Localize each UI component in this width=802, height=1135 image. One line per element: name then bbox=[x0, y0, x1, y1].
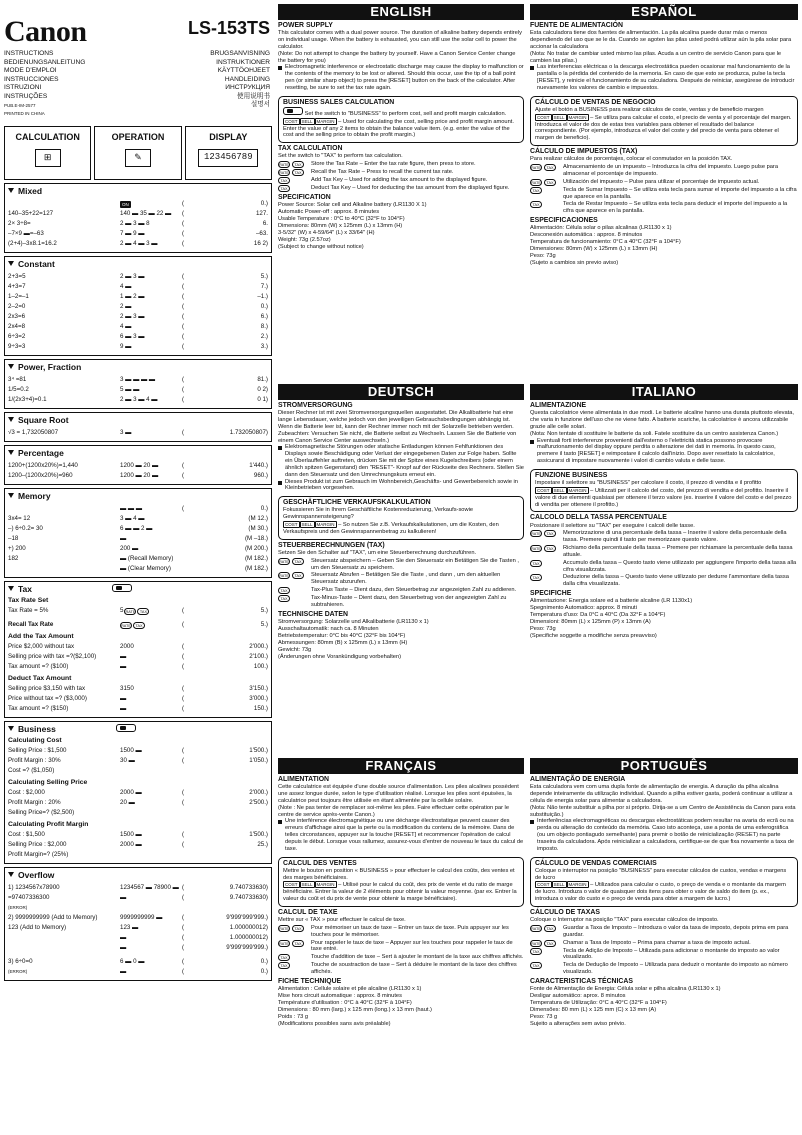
instructions-zh: 使用说明书 bbox=[237, 92, 270, 100]
section-business: Business Calculating Cost Selling Price : $1,500 1500 ▬ ( 1'500.) Profit Margin : 30% 30 ▬ ( 1'050.) Cost =? ($1,050) Calculating Selling Price Cost : $2,000 2000 ▬ ( 2'000.) Profit Margin : 20% 20 ▬ ( 2'500.) Selling Price=? ($2,500) Calculating Profit Margin Cost : $1,500 1500 ▬ ( 1'500.) Selling Price : $2,000 2000 ▬ ( 25.) Profit Margin=? (25%) bbox=[4, 721, 272, 864]
section-tax: Tax Tax Rate Set Tax Rate = 5% 5 RATE TAX ( 5.) Recall Tax Rate RATE TAX ( 5.) Add the Tax Amount Price $2,000 without tax 2000 ( 2'000.) Selling price with tax =?($2,100) ▬ ( 2'100.) Tax amount =? ($100) ▬ ( 100.) Deduct Tax Amount Selling price $3,150 with tax 3150 ( 3'150.) Price without tax =? ($3,000) ▬ ( 3'000.) Tax amount =? ($150) ▬ ( 150.) bbox=[4, 581, 272, 718]
tax-key-icon: TAX bbox=[544, 164, 556, 171]
lang-heading: ITALIANO bbox=[530, 384, 798, 400]
instructions-list-left bbox=[4, 50, 85, 117]
tax-key-icon: TAX bbox=[292, 925, 304, 932]
cost-key-icon: COST bbox=[537, 882, 550, 888]
table-row: 3x4= 12 3 ▬ 4 ▬ (M 12.) bbox=[8, 515, 268, 523]
table-row: Cost : $2,000 2000 ▬ ( 2'000.) bbox=[8, 789, 268, 797]
business-box: CALCUL DES VENTES Mettre le bouton en position « BUSINESS » pour effectuer le calcul des coûts, des ventes et des marges bénéficiaires. COST SELL MARGIN – Utilisé pour le calcul du coût, des prix de vente et du ratio de marge bénéficiaire. Entrer la valeur de 2 éléments pour obtenir la valeur moyenne. (par ex. Entrer la valeur du coût et du prix de vente pour obtenir la marge bénéficiaire). bbox=[278, 857, 524, 907]
bullet-icon bbox=[530, 820, 534, 824]
sell-key-icon: SELL bbox=[553, 487, 565, 493]
business-box: BUSINESS SALES CALCULATION Set the switch to "BUSINESS" to perform cost, sell and profit margin calculation. COST SELL MARGIN – Used for calculating the cost, selling price and profit margin amount. Enter the value of any 2 items to obtain the balance value item. (e.g. enter the value of the cost and the selling price to obtain the profit margin.) bbox=[278, 96, 524, 144]
table-row: –) 6÷0.2= 30 6 ▬ ▬ 2 ▬ (M 30.) bbox=[8, 525, 268, 533]
table-row: 1200+(1200x20%)=1,440 1200 ▬ 20 ▬ ( 1'440.) bbox=[8, 462, 268, 470]
rate-key-icon: RATE bbox=[531, 941, 541, 946]
mode-switch-icon bbox=[116, 724, 136, 732]
right-column bbox=[530, 4, 798, 1032]
rate-key-icon: RATE bbox=[531, 180, 541, 185]
francais-spec: Alimentation : Cellule solaire et pile alcaline (LR1130 x 1) Mise hors circuit automatique : approx. 8 minutes Température d'utilisation : 0°C à 40°C (32°F à 104°F) Dimensions : 80 mm (larg.) x 125 mm (long.) x 13 mm (haut.) Poids : 73 g (Modifications possibles sans avis préalable) bbox=[278, 986, 432, 1027]
instructions-sv: INSTRUKTIONER bbox=[216, 58, 270, 66]
calculation-header: CALCULATION ⊞ bbox=[4, 126, 91, 180]
table-row: 1/(2x3+4)=0.1 2 ▬ 3 ▬ 4 ▬ ( 0 1) bbox=[8, 396, 268, 404]
margin-key-icon: MARGIN bbox=[568, 882, 587, 888]
tax-key-icon: TAX bbox=[292, 572, 304, 579]
rate-key-icon: RATE bbox=[531, 532, 541, 537]
tax-key-icon: TAX bbox=[544, 545, 556, 552]
tax-key-icon: TAX bbox=[292, 558, 304, 565]
table-row: 2) 9999999999 (Add to Memory) 9999999999 ▬ ( 9'999'999'999.) bbox=[8, 914, 268, 922]
table-row: Cost : $1,500 1500 ▬ ( 1'500.) bbox=[8, 831, 268, 839]
tax-key-icon: TAX bbox=[544, 925, 556, 932]
tax-plus-key-icon: TAX bbox=[530, 560, 542, 567]
table-row: Profit Margin : 20% 20 ▬ ( 2'500.) bbox=[8, 799, 268, 807]
pub-code: PUB.E-IM-2577 bbox=[4, 103, 36, 109]
table-row: 182 ▬ (Recall Memory) (M 182.) bbox=[8, 555, 268, 563]
bullet-icon bbox=[530, 66, 534, 70]
table-row: ▬ (Clear Memory) (M 182.) bbox=[120, 565, 268, 573]
margin-key-icon: MARGIN bbox=[316, 882, 335, 888]
margin-key-icon: MARGIN bbox=[568, 114, 587, 120]
table-row: ▬ ( 9'999'999'999.) bbox=[120, 944, 268, 952]
instructions-ko: 설명서 bbox=[250, 101, 270, 109]
triangle-icon bbox=[8, 450, 14, 455]
tax-key-icon: TAX bbox=[544, 530, 556, 537]
deutsch-spec: Stromversorgung: Solarzelle und Alkalibatterie (LR1130 x 1) Ausschaltautomatik: nach ca. 8 Minuten Betriebstemperatur: 0°C bis 40°C (32°F bis 104°F) Abmessungen: 80mm (B) x 125mm (L) x 13mm (H) Gewicht: 73g (Änderungen ohne Vorankündigung vorbehalten) bbox=[278, 618, 429, 660]
printed-in: PRINTED IN CHINA bbox=[4, 111, 45, 117]
cost-key-icon: COST bbox=[537, 114, 550, 120]
model-number: LS-153TS bbox=[187, 18, 270, 38]
tax-plus-key-icon: TAX bbox=[530, 187, 542, 194]
table-row: √3 = 1,732050807 3 ▬ ( 1.732050807) bbox=[8, 429, 268, 437]
lang-heading: ESPAÑOL bbox=[530, 4, 798, 20]
section-power-fraction: Power, Fraction 3⁴ =81 3 ▬ ▬ ▬ ▬ ( 81.) 1/5=0.2 5 ▬ ▬ ( 0 2) 1/(2x3+4)=0.1 2 ▬ 3 ▬ 4 ▬ ( 0 1) bbox=[4, 359, 272, 409]
table-row: (ERROR) bbox=[8, 905, 28, 911]
column-headers bbox=[4, 126, 272, 180]
bullet-icon bbox=[278, 66, 282, 70]
instructions-en: INSTRUCTIONS bbox=[4, 50, 54, 57]
table-row: Tax amount =? ($150) ▬ ( 150.) bbox=[8, 705, 268, 713]
lang-francais: FRANÇAIS ALIMENTATION Cette calculatrice est équipée d'une double source d'alimentation. Les piles alcalines possèdent une assez longue durée, selon le type d'utilisation réalisé. Lorsque les piles sont épuisées, la calculatrice peut toujours être utilisée en étant alimentée par la cellule solaire. (Note : Ne pas tenter de remplacer soi-même les piles. Faire effectuer cette opération par le centre de service après-vente Canon.) Une interférence électromagnétique ou une décharge électrostatique peuvent causer des erreurs d'affichage ainsi que la perte ou la modification du contenu de la mémoire. Dans de telles circonstances, appuyer sur la touche [RESET] et recommencer l'opération de calcul depuis le début. Lorsque vous rallumez, assurez-vous d'entrer de nouveau le taux du calcul de taxe. CALCUL DES VENTES Mettre le bouton en position « BUSINESS » pour effectuer le calcul des coûts, des ventes et des marges bénéficiaires. COST SELL MARGIN – Utilisé pour le calcul du coût, des prix de vente et du ratio de marge bénéficiaire. Entrer la valeur de 2 éléments pour obtenir la valeur moyenne. (par ex. Entrer la valeur du coût et du prix de vente pour obtenir la marge bénéficiaire). CALCUL DE TAXE Mettre sur « TAX » pour effectuer le calcul de taxe. RATE TAX Pour mémoriser un taux de taxe – Entrer un taux de taxe. Puis appuyer sur les touches pour le mémoriser. RATE TAX Pour rappeler le taux de taxe – Appuyer sur les touches pour rappeler le taux de taxe entré. TAX Touche d'addition de taxe – Sert à ajouter le montant de la taxe aux chiffres affichés. TAX Touche de soustraction de taxe – Sert à déduire le montant de la taxe des chiffres affichés. FICHE TECHNIQUE Alimentation : Cellule solaire et pile alcaline (LR1130 x 1) Mise hors circuit automatique : approx. 8 minutes Température d'utilisation : 0°C à 40°C (32°F à 104°F) Dimensions : 80 mm (larg.) x 125 mm (long.) x 13 mm (haut.) Poids : 73 g (Modifications possibles sans avis préalable) bbox=[278, 758, 524, 1027]
lang-portugues: PORTUGUÊS ALIMENTAÇÃO DE ENERGIA Esta calculadora vem com uma dupla fonte de alimentação de energia. A duração da pilha alcalina depende inteiramente da utilização individual. Quando a pilha estiver gasta, poderá continuar a utilizar a célula de energia solar para alimentar a calculadora. (Nota: Não tente substituir a pilha por si próprio. Dirija-se a um Centro de Assistência da Canon para esta substituição.) Interferências electromagnéticas ou descargas electrostáticas podem resultar na avaria do ecrã ou na perda ou alteração do conteúdo da memória. Caso isto aconteça, use a ponta de uma esferográfica (ou um objecto pontiagudo semelhante) para premir o botão de reinicialização (RESET) na parte traseira da calculadora. Após reinicializar a calculadora, certifique-se de que fixa novamente a taxa de imposto. CÁLCULO DE VENDAS COMERCIAIS Coloque o interruptor na posição "BUSINESS" para executar cálculos de custos, vendas e margens de lucro COST SELL MARGIN – Utilizados para calcular o custo, o preço de venda e o montante da margem de lucro. Introduza o valor de quaisquer dois itens para obter o valor de saldo do item (p. ex., introduza o valor do custo e o preço de venda para obter a margem de lucro.) CÁLCULO DE TAXAS Coloque o Interruptor na posição "TAX" para executar cálculos de imposto. RATE TAX Guardar a Taxa de Imposto – Introduza o valor da taxa de imposto, depois prima em para guardar. RATE TAX Chamar a Taxa de Imposto – Prima para chamar a taxa de imposto actual. TAX Tecla de Adição de Imposto – Utilizada para adicionar o montante do imposto ao valor visualizado. TAX Tecla de Dedução de Imposto – Utilizada para deduzir o montante do imposto ao número visualizado. CARACTERISTICAS TÉCNICAS Fonte de Alimentação de Energia: Célula solar e pilha alcalina (LR1130 x 1) Desligar automático: aprox. 8 minutos Temperatura de Utilização: 0°C a 40°C (32°F a 104°F) Dimensões: 80 mm (L) x 125 mm (C) x 13 mm (A) Peso: 73 g Sujeito a alterações sem aviso prévio. bbox=[530, 758, 798, 1028]
triangle-icon bbox=[8, 364, 14, 369]
table-row: 1) 1234567x78900 1234567 ▬ 78900 ▬ ( 9.740733630) bbox=[8, 884, 268, 892]
table-row: Profit Margin : 30% 30 ▬ ( 1'050.) bbox=[8, 757, 268, 765]
mode-switch-icon bbox=[283, 107, 303, 115]
instructions-nl: HANDLEIDING bbox=[224, 75, 270, 83]
tax-minus-key-icon: TAX bbox=[278, 962, 290, 969]
table-row: Selling Price : $1,500 1500 ▬ ( 1'500.) bbox=[8, 747, 268, 755]
triangle-icon bbox=[8, 586, 14, 591]
rate-key-icon: RATE bbox=[279, 941, 289, 946]
business-box: FUNZIONE BUSINESS Impostare il selettore su "BUSINESS" per calcolare il costo, il prezzo di vendita e il profitto COST SELL MARGIN – Utilizzati per il calcolo del costo, del prezzo di vendita e del profitto. Inserire il valore di due elementi qualsiasi per ottenere il terzo valore (es. inserire il valore del costo e del prezzo di vendita per ottenere il profitto.) bbox=[530, 469, 798, 513]
table-row: Price without tax =? ($3,000) ▬ ( 3'000.) bbox=[8, 695, 268, 703]
rate-key-icon: RATE bbox=[279, 574, 289, 579]
business-box: GESCHÄFTLICHE VERKAUFSKALKULATION Fokussieren Sie in Ihrem Geschäftliche Kostenreduzierung, Verkaufs-sowie Gewinnspannensteigerung? COST SELL MARGIN – So nutzen Sie z.B. Verkaufskalkulationen, um die Kosten, den Verkaufspreis und den Gewinnspannenbetrag zu kalkulieren! bbox=[278, 496, 524, 540]
lang-deutsch: DEUTSCH STROMVERSORGUNG Dieser Rechner ist mit zwei Stromversorgungsquellen ausgestattet. Die Alkalibatterie hat eine lange Lebensdauer, welche jedoch von den jeweiligen Gebrauchsbedingungen abhängig ist. Wenn die Batterie leer ist, kann der Rechner immer noch mit der Solarzelle betrieben werden. Zubeachten: Versuchen Sie nicht, die Batterie selbst zu Wechseln. Lassen Sie die Batterie von einem Canon Service Center auswechseln.) Elektromagnetische Störungen oder statische Entladungen können Fehlfunktionen des Displays sowie Beschädigung oder Verlust der eingegebenen Daten zur Folge haben. Sollte ein Überlauffehler auftreten, drücken Sie mit der Spitze eines Kugelschreibers (oder einem ähnlich spitzen Gegenstand) den "RESET"- Knopf auf der Rückseite des Rechners. Stellen Sie dann den Steuersatz und den Umrechnungskurs erneut ein. Dieses Produkt ist zum Gebrauch im Wohnbereich,Geschäfts- und Gewerbebereich sowie in Kleinbetrieben vorgesehen. GESCHÄFTLICHE VERKAUFSKALKULATION Fokussieren Sie in Ihrem Geschäftliche Kostenreduzierung, Verkaufs-sowie Gewinnspannensteigerung? COST SELL MARGIN – So nutzen Sie z.B. Verkaufskalkulationen, um die Kosten, den Verkaufspreis und den Gewinnspannenbetrag zu kalkulieren! STEUERBERECHNUNGEN (TAX) Setzen Sie den Schalter auf "TAX", um eine Steuerberechnung durchzuführen. RATE TAX Steuersatz abspeichern – Geben Sie den Steuersatz ein Betätigen Sie die Tasten , um den Steuersatz zu speichern. RATE TAX Steuersatz Abrufen – Betätigen Sie die Taste , und dann , um den aktuellen Steuersatz abzurufen. TAX Tax-Plus Taste – Dient dazu, den Steuerbetrag zur angezeigten Zahl zu addieren. TAX Tax-Minus-Taste – Dient dazu, den Steuerbetrag von der angezeigten Zahl zu subtrahieren. TECHNISCHE DATEN Stromversorgung: Solarzelle und Alkalibatterie (LR1130 x 1) Ausschaltautomatik: nach ca. 8 Minuten Betriebstemperatur: 0°C bis 40°C (32°F bis 104°F) Abmessungen: 80mm (B) x 125mm (L) x 13mm (H) Gewicht: 73g (Änderungen ohne Vorankündigung vorbehalten) bbox=[278, 384, 524, 660]
instructions-fi: KÄYTTÖOHJEET bbox=[217, 67, 270, 75]
sell-key-icon: SELL bbox=[301, 522, 313, 528]
rate-key-icon: RATE bbox=[279, 559, 289, 564]
portugues-spec: Fonte de Alimentação de Energia: Célula solar e pilha alcalina (LR1130 x 1) Desligar automático: aprox. 8 minutos Temperatura de Utilização: 0°C a 40°C (32°F a 104°F) Dimensões: 80 mm (L) x 125 mm (C) x 13 mm (A) Peso: 73 g Sujeito a alterações sem aviso prévio. bbox=[530, 986, 721, 1027]
display-header: DISPLAY 123456789 bbox=[185, 126, 272, 180]
table-row: 4+3=7 4 ▬ ( 7.) bbox=[8, 283, 268, 291]
table-row: Cost =? ($1,050) bbox=[8, 767, 55, 775]
table-row: 2x4=8 4 ▬ ( 8.) bbox=[8, 323, 268, 331]
lcd-display-icon: 123456789 bbox=[198, 149, 258, 167]
table-row: Selling price $3,150 with tax 3150 ( 3'150.) bbox=[8, 685, 268, 693]
tax-minus-key-icon: TAX bbox=[278, 185, 290, 192]
tax-plus-key-icon: TAX bbox=[278, 954, 290, 961]
table-row: 6÷3=2 6 ▬ 3 ▬ ( 2.) bbox=[8, 333, 268, 341]
table-row: 2–2=0 2 ▬ ( 0.) bbox=[8, 303, 268, 311]
header bbox=[4, 4, 272, 122]
table-row: Tax Rate = 5% 5 RATE TAX ( 5.) bbox=[8, 607, 268, 615]
table-row: Selling Price : $2,000 2000 ▬ ( 25.) bbox=[8, 841, 268, 849]
instructions-es: INSTRUCCIONES bbox=[4, 75, 59, 83]
table-row: –18 ▬ (M –18.) bbox=[8, 535, 268, 543]
rate-key-icon: RATE bbox=[279, 171, 289, 176]
tax-key-icon: TAX bbox=[544, 940, 556, 947]
rate-key-icon: RATE bbox=[121, 623, 131, 628]
lang-italiano: ITALIANO ALIMENTAZIONE Questa calcolatrice viene alimentata in due modi. Le batterie alcaline hanno una durata piuttosto elevata, che varia in funzione dell'uso che ne viene fatto. A batterie scariche, la calcolatrice è ancora utilizzabile grazie alle celle solari. (Nota: Non tentate di sostituire le batterie da soli. Fatele sostituire da un centro assistenza Canon.) Eventuali forti interferenze provenienti dall'esterno o l'elettricità statica possono provocare malfunzionamento del display oppure perdita o alterazione dei dati in memoria. In questo caso, premere il tasto [RESET] e reimpostare il calcolo dall'inizio. Dopo aver resettato la calcolatrice, assicurarsi di impostare nuovamente i valori di cambio valuta e delle tasse. FUNZIONE BUSINESS Impostare il selettore su "BUSINESS" per calcolare il costo, il prezzo di vendita e il profitto COST SELL MARGIN – Utilizzati per il calcolo del costo, del prezzo di vendita e del profitto. Inserire il valore di due elementi qualsiasi per ottenere il terzo valore (es. inserire il valore del costo e del prezzo di vendita per ottenere il profitto.) CALCOLO DELLA TASSA PERCENTUALE Posizionare il selettore su "TAX" per eseguire i calcoli delle tasse. RATE TAX Memorizzazione di una percentuale della tassa – Inserire il valore della percentuale della tassa. Premere quindi il tasto per memorizzare questo valore. RATE TAX Richiamo della percentuale della tassa – Premere per richiamare la percentuale della tassa attuale. TAX Accumulo della tassa – Questo tasto viene utilizzato per aggiungere l'importo della tassa alla cifra visualizzata. TAX Deduzione della tassa – Questo tasto viene utilizzato per dedurre l'ammontare della tassa dalla cifra visualizzata. SPECIFICHE Alimentazione: Energia solare ed a batterie alcaline (LR 1130x1) Spegnimento Automatico: approx. 8 minuti Temperatura d'uso: Da 0°C a 40°C (Da 32°F a 104°F) Dimensioni: 80mm (L) x 125mm (P) x 13mm (A) Peso: 73g (Specifiche soggette a modifiche senza preavviso) bbox=[530, 384, 797, 640]
table-row: 3) 6÷0=0 6 ▬ 0 ▬ ( 0.) bbox=[8, 958, 268, 966]
lang-heading: PORTUGUÊS bbox=[530, 758, 798, 774]
tax-minus-key-icon: TAX bbox=[530, 962, 542, 969]
tax-key-icon: TAX bbox=[292, 169, 304, 176]
bullet-icon bbox=[530, 440, 534, 444]
section-percentage: Percentage 1200+(1200x20%)=1,440 1200 ▬ 20 ▬ ( 1'440.) 1200–(1200x20%)=960 1200 ▬ 20 ▬ ( 960.) bbox=[4, 445, 272, 485]
table-row: 9÷3=3 9 ▬ ( 3.) bbox=[8, 343, 268, 351]
lang-heading: ENGLISH bbox=[278, 4, 524, 20]
table-row: 1–2=–1 1 ▬ 2 ▬ ( –1.) bbox=[8, 293, 268, 301]
rate-key-icon: RATE bbox=[279, 163, 289, 168]
bullet-icon bbox=[278, 481, 282, 485]
rate-key-icon: RATE bbox=[531, 547, 541, 552]
lang-heading: FRANÇAIS bbox=[278, 758, 524, 774]
table-row: +) 200 200 ▬ (M 200.) bbox=[8, 545, 268, 553]
lang-espanol: ESPAÑOL FUENTE DE ALIMENTACIÓN Esta calculadora tiene dos fuentes de alimentación. La pila alcalina puede durar más o menos dependiendo del uso que se le da. Cuando se agoten las pilas usted podrá utilizar aún la pila solar para accionar la calculadora (Nota: No tratar de cambiar usted mismo las pilas. Acuda a un centro de servicio Canon para que le cambien las pilas.) Las interferencias eléctricas o la descarga electrostática pueden ocasionar mal funcionamiento de la pantalla o la pérdida del contenido de la memoria. En caso de que esto se produzca, pulse la tecla [RESET], y reinicie el funcionamiento de su calculadora. Después de reiniciar, asegúrese de introducir nuevamente los valores de cambio e impuestos. CÁLCULO DE VENTAS DE NEGOCIO Ajuste el botón a BUSINESS para realizar cálculos de coste, ventas y de beneficio margen COST SELL MARGIN – Se utiliza para calcular el costo, el precio de venta y el porcentaje del margen. Introduzca el valor de dos de estas tres variables para obtener el resultado del balance correspondiente. (Por ejemplo, introduzca el valor del coste y del precio de venta para obtener el margen de beneficio). CÁLCULO DE IMPUESTOS (TAX) Para realizar cálculos de porcentajes, colocar el conmutador en la posición TAX. RATE TAX Almacenamiento de un impuesto – Introduzca la cifra del impuesto. Luego pulse para almacenar el porcentaje de impuesto. RATE TAX Utilización del impuesto – Pulse para utilizar el porcentaje de impuesto actual. TAX Tecla de Sumar Impuesto – Se utiliza esta tecla para sumar el importe del impuesto a la cifra que aparece en la pantalla. TAX Tecla de Restar Impuesto – Se utiliza esta tecla para deducir el importe del impuesto a la cifra que aparece en la pantalla. ESPECIFICACIONES Alimentación: Célula solar o pilas alcalinas (LR1130 x 1) Desconexión automática : approx. 8 minutos Temperatura de funcionamiento: 0°C a 40°C (32°F a 104°F) Dimensiones: 80mm (W) x 125mm (L) x 13mm (H) Peso: 73g (Sujeto a cambios sin previo aviso) bbox=[530, 4, 797, 267]
middle-column bbox=[278, 4, 524, 1032]
tax-key-icon: TAX bbox=[137, 608, 149, 615]
instructions-da: BRUGSANVISNING bbox=[210, 50, 270, 57]
table-row: Profit Margin=? (25%) bbox=[8, 851, 69, 859]
table-row: 123 (Add to Memory) 123 ▬ ( 1.000000012) bbox=[8, 924, 268, 932]
table-row: 2+3=5 2 ▬ 3 ▬ ( 5.) bbox=[8, 273, 268, 281]
tax-plus-key-icon: TAX bbox=[278, 587, 290, 594]
margin-key-icon: MARGIN bbox=[316, 522, 335, 528]
rate-key-icon: RATE bbox=[531, 926, 541, 931]
table-row: Price $2,000 without tax 2000 ( 2'000.) bbox=[8, 643, 268, 651]
rate-key-icon: RATE bbox=[279, 926, 289, 931]
table-row: Tax amount =? ($100) ▬ ( 100.) bbox=[8, 663, 268, 671]
table-row: =97407336300 ▬ ( 9.740733630) bbox=[8, 894, 268, 902]
instructions-pt: INSTRUÇÕES bbox=[4, 92, 48, 100]
rate-key-icon: RATE bbox=[531, 166, 541, 171]
espanol-spec: Alimentación: Célula solar o pilas alcalinas (LR1130 x 1) Desconexión automática : approx. 8 minutos Temperatura de funcionamiento: 0°C a 40°C (32°F a 104°F) Dimensiones: 80mm (W) x 125mm (L) x 13mm (H) Peso: 73g (Sujeto a cambios sin previo aviso) bbox=[530, 225, 681, 267]
business-box: CÁLCULO DE VENDAS COMERCIAIS Coloque o interruptor na posição "BUSINESS" para executar cálculos de custos, vendas e margens de lucro COST SELL MARGIN – Utilizados para calcular o custo, o preço de venda e o montante da margem de lucro. Introduza o valor de quaisquer dois itens para obter o valor de saldo do item (p. ex., introduza o valor do custo e o preço de venda para obter a margem de lucro.) bbox=[530, 857, 798, 907]
lang-english: ENGLISH POWER SUPPLY This calculator comes with a dual power source. The duration of alkaline battery depends entirely on individual usage. When the battery is exhausted, you can still use the solar cell to power the calculator. (Note: Do not attempt to change the battery by yourself. Have a Canon Service Center change the battery for you) Electromagnetic interference or electrostatic discharge may cause the display to malfunction or the contents of the memory to be lost or altered. Should this occur, use the tip of a ball point pen (or similar sharp object) to press the [RESET] button on the back of the calculator. After resetting, be sure to set the tax rate again. BUSINESS SALES CALCULATION Set the switch to "BUSINESS" to perform cost, sell and profit margin calculation. COST SELL MARGIN – Used for calculating the cost, selling price and profit margin amount. Enter the value of any 2 items to obtain the balance value item. (e.g. enter the value of the cost and the selling price to obtain the profit margin.) TAX CALCULATION Set the switch to "TAX" to perform tax calculation. RATE TAX Store the Tax Rate – Enter the tax rate figure, then press to store. RATE TAX Recall the Tax Rate – Press to recall the current tax rate. TAX Add Tax Key – Used for adding the tax amount to the displayed figure. TAX Deduct Tax Key – Used for deducting the tax amount from the displayed figure. SPECIFICATION Power Source: Solar cell and Alkaline battery (LR1130 X 1) Automatic Power-off : approx. 8 minutes Usable Temperature : 0°C to 40°C (32°F to 104°F) Dimensions: 80mm (W) x 125mm (L) x 13mm (H) 3-5/32" (W) x 4-59/64" (L) x 33/64" (H) Weight: 73g (2.57oz) (Subject to change without notice) bbox=[278, 4, 524, 251]
section-constant: Constant 2+3=5 2 ▬ 3 ▬ ( 5.) 4+3=7 4 ▬ ( 7.) 1–2=–1 1 ▬ 2 ▬ ( –1.) 2–2=0 2 ▬ ( 0.) 2x3=6 2 ▬ 3 ▬ ( 6.) 2x4=8 4 ▬ ( 8.) 6÷3=2 6 ▬ 3 ▬ ( 2.) 9÷3=3 9 ▬ ( 3.) bbox=[4, 256, 272, 356]
table-row: –7×9 ▬=–63 7 ▬ 9 ▬ ( –63. bbox=[8, 230, 268, 238]
instructions-fr: MODE D'EMPLOI bbox=[4, 67, 57, 75]
triangle-icon bbox=[8, 261, 14, 266]
table-row: 1/5=0.2 5 ▬ ▬ ( 0 2) bbox=[8, 386, 268, 394]
calculator-icon: ⊞ bbox=[35, 149, 61, 167]
table-row: 2x3=6 2 ▬ 3 ▬ ( 6.) bbox=[8, 313, 268, 321]
table-row: ON ( 0.) bbox=[122, 200, 268, 208]
bullet-icon bbox=[278, 820, 282, 824]
table-row: Recall Tax Rate RATE TAX ( 5.) bbox=[8, 621, 268, 629]
triangle-icon bbox=[8, 188, 14, 193]
instructions-de: BEDIENUNGSANLEITUNG bbox=[4, 58, 86, 66]
section-memory: Memory ▬ ▬ ▬ ( 0.) 3x4= 12 3 ▬ 4 ▬ (M 12.) –) 6÷0.2= 30 6 ▬ ▬ 2 ▬ (M 30.) –18 ▬ (M –18.) +) 200 200 ▬ (M 200.) 182 ▬ (Recall Memory) (M 182.) ▬ (Clear Memory) (M 182.) bbox=[4, 488, 272, 578]
on-key-icon: ON bbox=[122, 201, 129, 207]
table-row: Selling Price=? ($2,500) bbox=[8, 809, 75, 817]
table-row: ▬ ( 1.000000012) bbox=[120, 934, 268, 942]
bullet-icon bbox=[278, 446, 282, 450]
triangle-icon bbox=[8, 872, 14, 877]
table-row: Selling price with tax =?($2,100) ▬ ( 2'100.) bbox=[8, 653, 268, 661]
cost-key-icon: COST bbox=[285, 522, 298, 528]
left-column bbox=[4, 4, 272, 981]
sell-key-icon: SELL bbox=[301, 882, 313, 888]
italiano-spec: Alimentazione: Energia solare ed a batterie alcaline (LR 1130x1) Spegnimento Automatico: approx. 8 minuti Temperatura d'uso: Da 0°C a 40°C (Da 32°F a 104°F) Dimensioni: 80mm (L) x 125mm (P) x 13mm (A) Peso: 73g (Specifiche soggette a modifiche senza preavviso) bbox=[530, 598, 693, 640]
instructions-ru: ИНСТРУКЦИЯ bbox=[225, 84, 270, 92]
tax-key-icon: TAX bbox=[292, 161, 304, 168]
section-square-root: Square Root √3 = 1,732050807 3 ▬ ( 1.732050807) bbox=[4, 412, 272, 442]
triangle-icon bbox=[8, 417, 14, 422]
table-row: 2× 3÷8= 2 ▬ 3 ▬ 8 ( 6. bbox=[8, 220, 268, 228]
operation-header: OPERATION ✎ bbox=[94, 126, 181, 180]
table-row: (ERROR) ▬ ( 0.) bbox=[8, 968, 268, 976]
section-overflow: Overflow 1) 1234567x78900 1234567 ▬ 78900 ▬ ( 9.740733630) =97407336300 ▬ ( 9.740733630) (ERROR) 2) 9999999999 (Add to Memory) 9999999999 ▬ ( 9'999'999'999.) 123 (Add to Memory) 123 ▬ ( 1.000000012) ▬ ( 1.000000012) ▬ ( 9'999'999'999.) 3) 6÷0=0 6 ▬ 0 ▬ ( 0.) (ERROR) ▬ ( 0.) bbox=[4, 867, 272, 981]
lang-heading: DEUTSCH bbox=[278, 384, 524, 400]
hand-pressing-icon: ✎ bbox=[125, 149, 151, 167]
mode-switch-icon bbox=[112, 584, 132, 592]
english-spec: Power Source: Solar cell and Alkaline battery (LR1130 X 1) Automatic Power-off : approx. 8 minutes Usable Temperature : 0°C to 40°C (32°F to 104°F) Dimensions: 80mm (W) x 125mm (L) x 13mm (H) 3-5/32" (W) x 4-59/64" (L) x 33/64" (H) Weight: 73g (2.57oz) (Subject to change without notice) bbox=[278, 202, 427, 251]
triangle-icon bbox=[8, 493, 14, 498]
sell-key-icon: SELL bbox=[553, 114, 565, 120]
brand-logo: Canon bbox=[4, 15, 87, 48]
tax-key-icon: TAX bbox=[292, 940, 304, 947]
rate-key-icon: RATE bbox=[125, 609, 136, 614]
margin-key-icon: MARGIN bbox=[316, 118, 335, 124]
business-box: CÁLCULO DE VENTAS DE NEGOCIO Ajuste el botón a BUSINESS para realizar cálculos de coste, ventas y de beneficio margen COST SELL MARGIN – Se utiliza para calcular el costo, el precio de venta y el porcentaje del margen. Introduzca el valor de dos de estas tres variables para obtener el resultado del balance correspondiente. (Por ejemplo, introduzca el valor del coste y del precio de venta para obtener el margen de beneficio). bbox=[530, 96, 798, 146]
cost-key-icon: COST bbox=[285, 882, 298, 888]
table-row: (2+4)–3x8.1=16.2 2 ▬ 4 ▬ 3 ▬ ( 16 2) bbox=[8, 240, 268, 248]
tax-minus-key-icon: TAX bbox=[530, 574, 542, 581]
tax-minus-key-icon: TAX bbox=[530, 201, 542, 208]
sell-key-icon: SELL bbox=[301, 118, 313, 124]
instructions-list-right bbox=[210, 50, 270, 110]
sell-key-icon: SELL bbox=[553, 882, 565, 888]
cost-key-icon: COST bbox=[537, 487, 550, 493]
tax-minus-key-icon: TAX bbox=[278, 595, 290, 602]
instructions-it: ISTRUZIONI bbox=[4, 84, 42, 92]
tax-key-icon: TAX bbox=[544, 179, 556, 186]
table-row: 1200–(1200x20%)=960 1200 ▬ 20 ▬ ( 960.) bbox=[8, 472, 268, 480]
tax-key-icon: TAX bbox=[133, 622, 145, 629]
tax-plus-key-icon: TAX bbox=[530, 948, 542, 955]
table-row: 3⁴ =81 3 ▬ ▬ ▬ ▬ ( 81.) bbox=[8, 376, 268, 384]
table-row: ▬ ▬ ▬ ( 0.) bbox=[120, 505, 268, 513]
triangle-icon bbox=[8, 726, 14, 731]
cost-key-icon: COST bbox=[285, 118, 298, 124]
table-row: 140–35+22=127 140 ▬ 35 ▬ 22 ▬ ( 127. bbox=[8, 210, 268, 218]
section-mixed: Mixed ON ( 0.) 140–35+22=127 140 ▬ 35 ▬ 22 ▬ ( 127. 2× 3÷8= 2 ▬ 3 ▬ 8 ( 6. –7×9 ▬=–63 7 ▬ 9 ▬ ( –63. (2+4)–3x8.1=16.2 2 ▬ 4 ▬ 3 ▬ ( 16 2) bbox=[4, 183, 272, 253]
tax-plus-key-icon: TAX bbox=[278, 177, 290, 184]
margin-key-icon: MARGIN bbox=[568, 487, 587, 493]
